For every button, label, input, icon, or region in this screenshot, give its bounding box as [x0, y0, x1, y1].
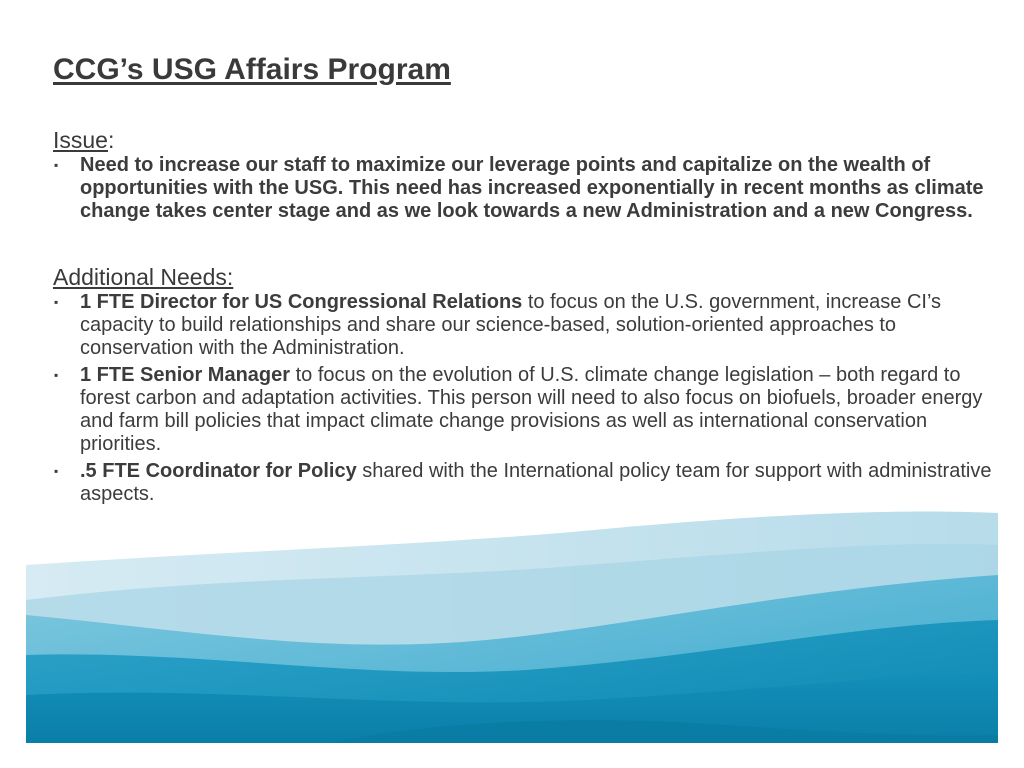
issue-heading-colon: : — [107, 127, 115, 153]
need-bullet-director — [53, 291, 993, 360]
bullet-marker: ▪ — [54, 295, 59, 309]
issue-bullet — [53, 154, 993, 223]
need-description: to focus on the evolution of U.S. climate change legislation – both regard to forest carbon and adaptation activities. This person will need to also focus on biofuels, broader energy and farm bill policies that impact climate change provisions as well as international conservation priorities. — [80, 364, 983, 455]
need-bullet-coordinator — [53, 460, 993, 506]
additional-needs-list — [53, 291, 993, 506]
bullet-marker: ▪ — [54, 464, 59, 478]
issue-heading — [53, 126, 993, 154]
issue-bullet-text: Need to increase our staff to maximize our leverage points and capitalize on the wealth of opportunities with the USG. This need has increased exponentially in recent months as climate change takes center stage and as we look towards a new Administration and a new Congress. — [80, 154, 984, 222]
wave-decoration — [26, 505, 998, 743]
slide-content — [53, 48, 993, 510]
need-description: to focus on the U.S. government, increase CI’s capacity to build relationships and share our science-based, solution-oriented approaches to conservation with the Administration. — [80, 291, 942, 359]
need-title: .5 FTE Coordinator for Policy — [80, 460, 357, 482]
need-bullet-senior-manager — [53, 364, 993, 456]
issue-heading-label: Issue — [53, 127, 108, 153]
need-description: shared with the International policy team for support with administrative aspects. — [80, 460, 992, 505]
bullet-marker: ▪ — [54, 368, 59, 382]
additional-needs-heading: Additional Needs: — [53, 264, 234, 290]
slide-title: CCG’s USG Affairs Program — [53, 53, 451, 86]
need-title: 1 FTE Director for US Congressional Relations — [80, 291, 523, 313]
need-title: 1 FTE Senior Manager — [80, 364, 291, 386]
bullet-marker: ▪ — [54, 158, 59, 172]
issue-list — [53, 154, 993, 223]
